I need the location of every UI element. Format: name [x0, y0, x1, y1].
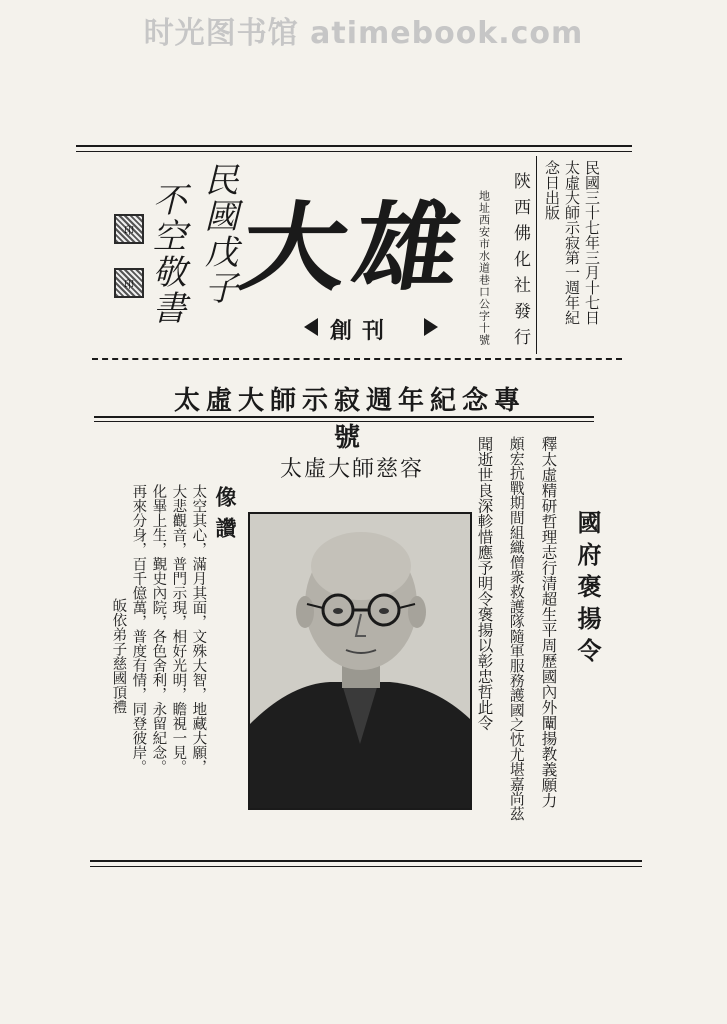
publisher: 陝西佛化社發行: [510, 172, 530, 354]
calligraphy-line-1: 民國戊子: [198, 162, 239, 306]
bottom-rule-inner: [90, 866, 642, 867]
decree-line-1: 釋太虛精研哲理志行清超生平周歷國內外闡揚教義願力: [539, 436, 558, 808]
banner-rule-inner: [94, 421, 594, 422]
bottom-rule: [90, 860, 642, 862]
issue-date-line-3: 念日出版: [543, 160, 561, 220]
seal-stamp-2: 印: [114, 268, 144, 298]
eulogy-heading: 像讚: [213, 486, 238, 548]
decree-heading: 國府褒揚令: [573, 510, 602, 670]
eulogy-signature: 皈依弟子慈國頂禮: [110, 598, 127, 714]
magazine-title: 大雄: [233, 191, 476, 304]
masthead-bottom-rule: [92, 358, 622, 360]
eulogy-line-4: 再來分身，百千億萬，普度有情，同登彼岸。: [130, 484, 147, 774]
top-rule-inner: [76, 151, 632, 152]
eulogy-line-2: 大悲觀音，普門示現，相好光明，瞻視一見。: [170, 484, 187, 774]
banner-rule: [94, 416, 594, 418]
photo-caption: 太虛大師慈容: [280, 457, 425, 482]
watermark: 时光图书馆 atimebook.com: [143, 16, 584, 51]
decree-line-2: 頗宏抗戰期間組織僧衆救護隊隨軍服務護國之忱尤堪嘉尚茲: [507, 436, 525, 821]
seal-stamp-1: 印: [114, 214, 144, 244]
eulogy-line-3: 化畢上生，覲史內院，各色舍利，永留紀念。: [150, 484, 167, 774]
top-rule: [76, 145, 632, 147]
portrait-photo: [248, 512, 472, 810]
right-triangle-icon: [424, 318, 438, 336]
masthead-divider: [536, 156, 537, 354]
decree-line-3: 聞逝世良深軫惜應予明令褒揚以彰忠哲此令: [475, 436, 494, 731]
calligraphy-line-2: 不空敬書: [146, 182, 187, 326]
eulogy-line-1: 太空其心，滿月其面，文殊大智，地藏大願，: [190, 484, 207, 774]
founding-label: 創刊: [330, 318, 395, 344]
issue-date-line-2: 太虛大師示寂第一週年紀: [563, 160, 581, 325]
issue-date-line-1: 民國三十七年三月十七日: [583, 160, 601, 325]
left-triangle-icon: [304, 318, 318, 336]
special-issue-banner: 太虛大師示寂週年紀念專號: [173, 386, 526, 453]
publisher-address: 地址西安市水道巷口公字十號: [477, 190, 491, 346]
